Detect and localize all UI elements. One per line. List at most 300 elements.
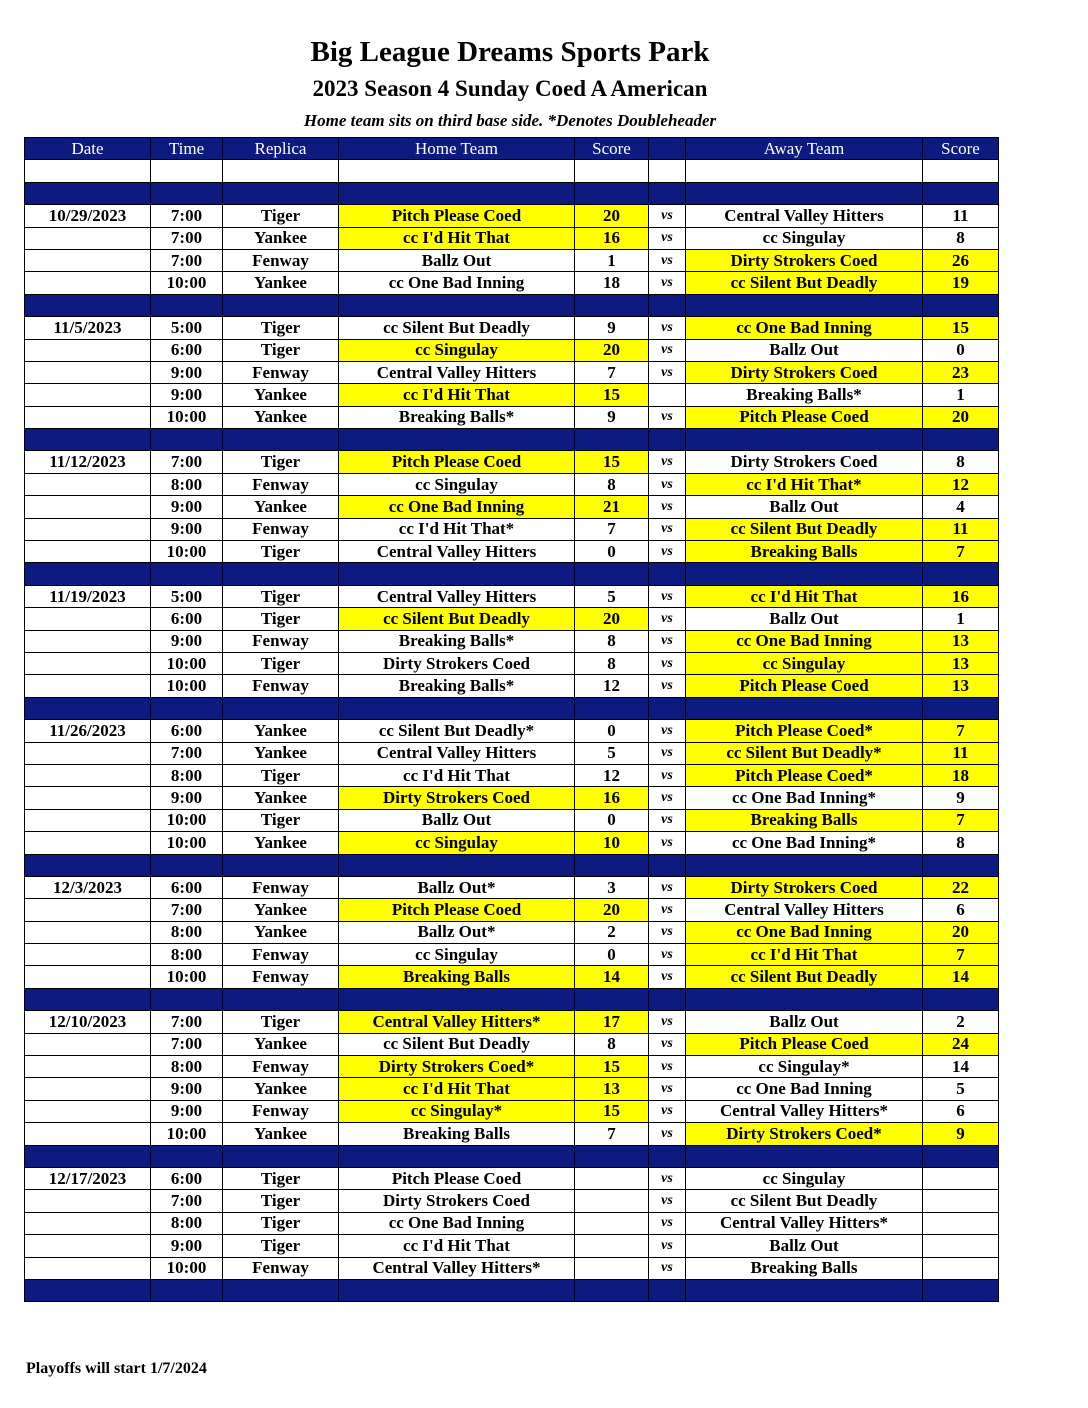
game-row — [25, 451, 999, 473]
vs-label: vs — [649, 764, 686, 786]
vs-label: vs — [649, 205, 686, 227]
vs-label: vs — [649, 1212, 686, 1234]
home-team: Pitch Please Coed — [339, 899, 575, 921]
vs-label: vs — [649, 630, 686, 652]
away-team: cc I'd Hit That* — [686, 473, 923, 495]
separator-cell — [649, 1145, 686, 1167]
vs-label: vs — [649, 675, 686, 697]
away-score: 6 — [923, 1100, 999, 1122]
home-score: 10 — [575, 832, 649, 854]
game-row — [25, 518, 999, 540]
away-score: 11 — [923, 742, 999, 764]
away-team: cc Singulay — [686, 227, 923, 249]
game-time: 5:00 — [151, 317, 223, 339]
separator-cell — [151, 429, 223, 451]
away-score: 11 — [923, 518, 999, 540]
away-score: 5 — [923, 1078, 999, 1100]
away-score: 18 — [923, 764, 999, 786]
game-field: Tiger — [223, 205, 339, 227]
blank-cell — [339, 160, 575, 182]
away-team: Pitch Please Coed* — [686, 720, 923, 742]
home-score: 15 — [575, 451, 649, 473]
home-team: Ballz Out* — [339, 921, 575, 943]
separator-cell — [575, 429, 649, 451]
game-row — [25, 608, 999, 630]
game-field: Fenway — [223, 675, 339, 697]
game-time: 10:00 — [151, 832, 223, 854]
separator-cell — [575, 182, 649, 204]
home-score: 7 — [575, 518, 649, 540]
game-field: Yankee — [223, 1033, 339, 1055]
away-team: cc One Bad Inning — [686, 317, 923, 339]
separator-cell — [25, 988, 151, 1010]
separator-cell — [923, 988, 999, 1010]
week-separator — [25, 854, 999, 876]
home-score: 5 — [575, 585, 649, 607]
away-score: 1 — [923, 608, 999, 630]
game-row — [25, 585, 999, 607]
home-team: cc Singulay — [339, 339, 575, 361]
away-score — [923, 1257, 999, 1279]
away-team: Ballz Out — [686, 1235, 923, 1257]
game-date — [25, 1212, 151, 1234]
home-score: 5 — [575, 742, 649, 764]
game-row — [25, 361, 999, 383]
game-time: 8:00 — [151, 764, 223, 786]
vs-label: vs — [649, 1100, 686, 1122]
home-team: cc One Bad Inning — [339, 496, 575, 518]
game-date — [25, 384, 151, 406]
home-team: cc I'd Hit That — [339, 227, 575, 249]
game-row — [25, 317, 999, 339]
game-field: Fenway — [223, 1100, 339, 1122]
away-team: Ballz Out — [686, 339, 923, 361]
game-row — [25, 473, 999, 495]
separator-cell — [25, 854, 151, 876]
game-time: 6:00 — [151, 608, 223, 630]
game-date — [25, 473, 151, 495]
game-field: Tiger — [223, 608, 339, 630]
game-row — [25, 1190, 999, 1212]
home-team: cc Silent But Deadly* — [339, 720, 575, 742]
separator-cell — [649, 294, 686, 316]
away-team: Dirty Strokers Coed* — [686, 1123, 923, 1145]
game-time: 7:00 — [151, 249, 223, 271]
game-row — [25, 966, 999, 988]
away-score: 7 — [923, 541, 999, 563]
game-date — [25, 921, 151, 943]
separator-cell — [25, 294, 151, 316]
home-score: 20 — [575, 339, 649, 361]
game-date — [25, 832, 151, 854]
game-field: Tiger — [223, 1167, 339, 1189]
away-score: 11 — [923, 205, 999, 227]
home-score: 8 — [575, 652, 649, 674]
game-date: 12/10/2023 — [25, 1011, 151, 1033]
separator-cell — [25, 1145, 151, 1167]
home-team: Central Valley Hitters — [339, 585, 575, 607]
home-score: 16 — [575, 227, 649, 249]
home-score: 2 — [575, 921, 649, 943]
game-time: 7:00 — [151, 1011, 223, 1033]
away-score: 22 — [923, 876, 999, 898]
game-date: 11/5/2023 — [25, 317, 151, 339]
home-team: cc One Bad Inning — [339, 272, 575, 294]
away-team: cc Singulay — [686, 652, 923, 674]
game-field: Fenway — [223, 249, 339, 271]
game-row — [25, 742, 999, 764]
away-score: 13 — [923, 652, 999, 674]
away-score: 13 — [923, 675, 999, 697]
game-date — [25, 944, 151, 966]
vs-label: vs — [649, 1257, 686, 1279]
week-separator — [25, 1145, 999, 1167]
home-score: 0 — [575, 541, 649, 563]
away-team: Dirty Strokers Coed — [686, 876, 923, 898]
vs-label: vs — [649, 518, 686, 540]
game-field: Fenway — [223, 966, 339, 988]
game-date — [25, 406, 151, 428]
game-time: 10:00 — [151, 541, 223, 563]
separator-cell — [575, 1279, 649, 1301]
game-date — [25, 809, 151, 831]
separator-cell — [339, 854, 575, 876]
away-score — [923, 1190, 999, 1212]
separator-cell — [223, 1145, 339, 1167]
game-row — [25, 227, 999, 249]
game-date — [25, 1078, 151, 1100]
home-score: 1 — [575, 249, 649, 271]
game-row — [25, 249, 999, 271]
separator-cell — [923, 1145, 999, 1167]
away-team: Dirty Strokers Coed — [686, 249, 923, 271]
game-field: Tiger — [223, 652, 339, 674]
vs-label: vs — [649, 787, 686, 809]
game-time: 8:00 — [151, 921, 223, 943]
home-score: 8 — [575, 630, 649, 652]
game-row — [25, 1212, 999, 1234]
away-score: 7 — [923, 809, 999, 831]
home-score: 12 — [575, 675, 649, 697]
away-team: Pitch Please Coed* — [686, 764, 923, 786]
schedule-body — [25, 182, 999, 1302]
game-date — [25, 742, 151, 764]
game-field: Tiger — [223, 764, 339, 786]
game-time: 10:00 — [151, 652, 223, 674]
game-time: 8:00 — [151, 1056, 223, 1078]
away-score: 6 — [923, 899, 999, 921]
home-team: Dirty Strokers Coed — [339, 652, 575, 674]
game-date — [25, 541, 151, 563]
vs-label: vs — [649, 966, 686, 988]
home-team: Dirty Strokers Coed* — [339, 1056, 575, 1078]
separator-cell — [151, 563, 223, 585]
separator-cell — [151, 854, 223, 876]
game-field: Yankee — [223, 787, 339, 809]
game-row — [25, 406, 999, 428]
away-score: 12 — [923, 473, 999, 495]
game-time: 6:00 — [151, 720, 223, 742]
away-score: 24 — [923, 1033, 999, 1055]
away-team: Breaking Balls — [686, 809, 923, 831]
col-away-team: Away Team — [686, 138, 923, 160]
away-team: Central Valley Hitters* — [686, 1100, 923, 1122]
game-field: Yankee — [223, 899, 339, 921]
game-row — [25, 1100, 999, 1122]
game-date — [25, 787, 151, 809]
vs-label: vs — [649, 742, 686, 764]
game-row — [25, 1257, 999, 1279]
game-time: 9:00 — [151, 1078, 223, 1100]
separator-cell — [923, 854, 999, 876]
game-date — [25, 652, 151, 674]
game-time: 9:00 — [151, 1235, 223, 1257]
vs-label: vs — [649, 473, 686, 495]
home-score: 17 — [575, 1011, 649, 1033]
game-field: Tiger — [223, 541, 339, 563]
home-team: cc Silent But Deadly — [339, 1033, 575, 1055]
home-team: cc Silent But Deadly — [339, 608, 575, 630]
game-row — [25, 921, 999, 943]
separator-cell — [686, 1279, 923, 1301]
game-date — [25, 249, 151, 271]
separator-cell — [923, 182, 999, 204]
home-score: 3 — [575, 876, 649, 898]
separator-cell — [575, 854, 649, 876]
game-row — [25, 675, 999, 697]
game-time: 6:00 — [151, 339, 223, 361]
separator-cell — [686, 563, 923, 585]
home-score: 20 — [575, 205, 649, 227]
away-team: Ballz Out — [686, 608, 923, 630]
separator-cell — [923, 1279, 999, 1301]
home-score: 0 — [575, 944, 649, 966]
home-team: cc Silent But Deadly — [339, 317, 575, 339]
away-team: cc One Bad Inning* — [686, 832, 923, 854]
away-score: 15 — [923, 317, 999, 339]
home-score — [575, 1257, 649, 1279]
vs-label: vs — [649, 809, 686, 831]
away-team: Pitch Please Coed — [686, 406, 923, 428]
home-score: 20 — [575, 608, 649, 630]
home-score: 21 — [575, 496, 649, 518]
game-field: Tiger — [223, 585, 339, 607]
home-team: Breaking Balls — [339, 1123, 575, 1145]
separator-cell — [923, 294, 999, 316]
home-team: Ballz Out — [339, 249, 575, 271]
vs-label: vs — [649, 1235, 686, 1257]
col-home-score: Score — [575, 138, 649, 160]
game-time: 10:00 — [151, 406, 223, 428]
home-score: 16 — [575, 787, 649, 809]
away-score: 9 — [923, 787, 999, 809]
away-score: 14 — [923, 966, 999, 988]
away-team: cc Silent But Deadly — [686, 272, 923, 294]
game-time: 9:00 — [151, 496, 223, 518]
separator-cell — [223, 182, 339, 204]
vs-label: vs — [649, 1078, 686, 1100]
game-date — [25, 361, 151, 383]
week-separator — [25, 294, 999, 316]
away-score — [923, 1212, 999, 1234]
separator-cell — [649, 429, 686, 451]
game-row — [25, 272, 999, 294]
home-team: Breaking Balls — [339, 966, 575, 988]
separator-cell — [686, 697, 923, 719]
home-score — [575, 1190, 649, 1212]
game-field: Tiger — [223, 1235, 339, 1257]
vs-label: vs — [649, 899, 686, 921]
away-score: 1 — [923, 384, 999, 406]
vs-label: vs — [649, 608, 686, 630]
game-time: 7:00 — [151, 1033, 223, 1055]
game-date — [25, 1056, 151, 1078]
game-date — [25, 1033, 151, 1055]
home-score: 15 — [575, 1056, 649, 1078]
week-separator — [25, 988, 999, 1010]
separator-cell — [649, 1279, 686, 1301]
blank-row — [25, 160, 999, 182]
away-team: cc I'd Hit That — [686, 585, 923, 607]
game-field: Yankee — [223, 496, 339, 518]
game-time: 7:00 — [151, 1190, 223, 1212]
home-score — [575, 1235, 649, 1257]
week-separator — [25, 563, 999, 585]
vs-label: vs — [649, 720, 686, 742]
separator-cell — [923, 563, 999, 585]
game-time: 10:00 — [151, 675, 223, 697]
game-date — [25, 272, 151, 294]
game-time: 5:00 — [151, 585, 223, 607]
vs-label: vs — [649, 227, 686, 249]
vs-label: vs — [649, 272, 686, 294]
game-date — [25, 1190, 151, 1212]
away-team: cc Singulay* — [686, 1056, 923, 1078]
separator-cell — [575, 988, 649, 1010]
game-time: 6:00 — [151, 876, 223, 898]
home-score: 0 — [575, 720, 649, 742]
home-team: cc Singulay — [339, 944, 575, 966]
game-field: Fenway — [223, 1056, 339, 1078]
home-score: 0 — [575, 809, 649, 831]
separator-cell — [223, 697, 339, 719]
separator-cell — [339, 294, 575, 316]
vs-label: vs — [649, 361, 686, 383]
away-score: 20 — [923, 921, 999, 943]
away-team: Ballz Out — [686, 1011, 923, 1033]
game-row — [25, 944, 999, 966]
home-team: Central Valley Hitters* — [339, 1011, 575, 1033]
game-field: Tiger — [223, 339, 339, 361]
game-date — [25, 899, 151, 921]
game-date — [25, 1100, 151, 1122]
separator-cell — [575, 294, 649, 316]
game-row — [25, 1011, 999, 1033]
home-score — [575, 1212, 649, 1234]
separator-cell — [339, 1279, 575, 1301]
separator-cell — [339, 429, 575, 451]
game-date — [25, 496, 151, 518]
home-score: 20 — [575, 899, 649, 921]
game-row — [25, 496, 999, 518]
game-field: Yankee — [223, 406, 339, 428]
home-team: Dirty Strokers Coed — [339, 1190, 575, 1212]
home-team: Pitch Please Coed — [339, 451, 575, 473]
away-score: 8 — [923, 451, 999, 473]
game-row — [25, 630, 999, 652]
game-row — [25, 899, 999, 921]
separator-cell — [223, 294, 339, 316]
game-time: 9:00 — [151, 787, 223, 809]
home-score: 7 — [575, 361, 649, 383]
away-team: cc Silent But Deadly — [686, 1190, 923, 1212]
vs-label: vs — [649, 585, 686, 607]
week-separator — [25, 429, 999, 451]
col-replica: Replica — [223, 138, 339, 160]
game-time: 7:00 — [151, 451, 223, 473]
away-team: cc I'd Hit That — [686, 944, 923, 966]
schedule-table — [24, 137, 999, 1302]
blank-cell — [151, 160, 223, 182]
game-date — [25, 518, 151, 540]
separator-cell — [649, 182, 686, 204]
game-date: 11/12/2023 — [25, 451, 151, 473]
separator-cell — [686, 294, 923, 316]
home-team: Pitch Please Coed — [339, 1167, 575, 1189]
game-date: 10/29/2023 — [25, 205, 151, 227]
vs-label: vs — [649, 451, 686, 473]
vs-label: vs — [649, 921, 686, 943]
away-score: 23 — [923, 361, 999, 383]
vs-label: vs — [649, 944, 686, 966]
game-time: 10:00 — [151, 809, 223, 831]
game-field: Yankee — [223, 742, 339, 764]
game-row — [25, 1167, 999, 1189]
game-row — [25, 652, 999, 674]
blank-cell — [649, 160, 686, 182]
separator-cell — [339, 1145, 575, 1167]
game-date: 11/19/2023 — [25, 585, 151, 607]
away-score: 4 — [923, 496, 999, 518]
game-time: 6:00 — [151, 1167, 223, 1189]
separator-cell — [339, 988, 575, 1010]
vs-label: vs — [649, 1123, 686, 1145]
game-field: Yankee — [223, 1123, 339, 1145]
game-row — [25, 541, 999, 563]
separator-cell — [686, 429, 923, 451]
blank-cell — [223, 160, 339, 182]
game-time: 9:00 — [151, 630, 223, 652]
separator-cell — [223, 1279, 339, 1301]
game-field: Yankee — [223, 1078, 339, 1100]
away-score — [923, 1235, 999, 1257]
away-score — [923, 1167, 999, 1189]
away-score: 14 — [923, 1056, 999, 1078]
separator-cell — [339, 697, 575, 719]
separator-cell — [339, 563, 575, 585]
away-team: cc Silent But Deadly* — [686, 742, 923, 764]
home-score: 15 — [575, 1100, 649, 1122]
col-date: Date — [25, 138, 151, 160]
separator-cell — [223, 563, 339, 585]
away-team: cc One Bad Inning* — [686, 787, 923, 809]
game-time: 9:00 — [151, 384, 223, 406]
home-score: 8 — [575, 1033, 649, 1055]
home-team: Central Valley Hitters — [339, 541, 575, 563]
separator-cell — [151, 697, 223, 719]
home-team: Breaking Balls* — [339, 406, 575, 428]
blank-cell — [686, 160, 923, 182]
